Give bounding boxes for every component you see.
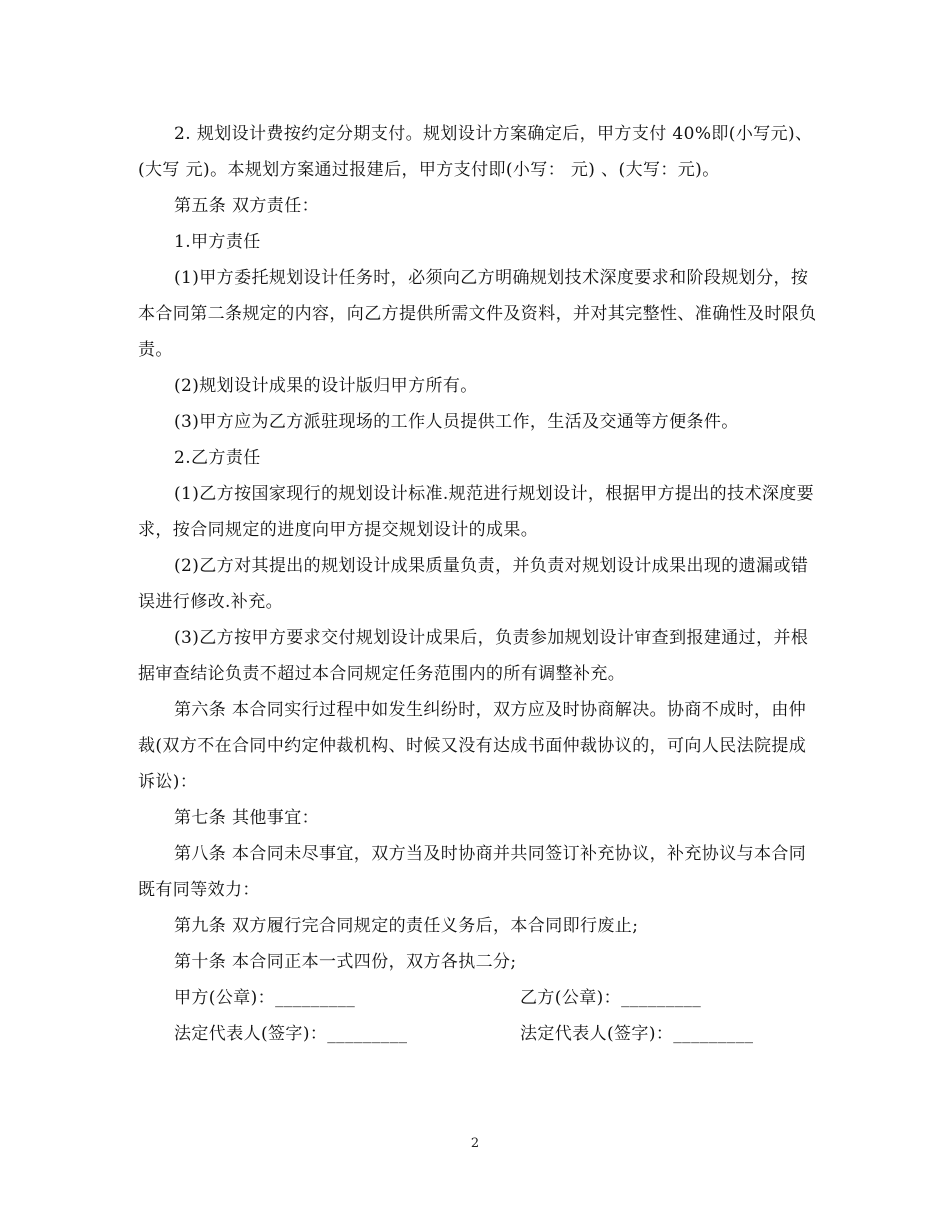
- paragraph-party-b-item-3: (3)乙方按甲方要求交付规划设计成果后，负责参加规划设计审查到报建通过，并根据审查结论负责不超过本合同规定任务范围内的所有调整补充。: [138, 628, 809, 684]
- paragraph-party-a-responsibility-heading: 1.甲方责任: [174, 232, 261, 252]
- party-a-representative-line: 法定代表人(签字)：_________: [174, 1024, 408, 1044]
- party-b-representative-line: 法定代表人(签字)：_________: [520, 1024, 754, 1044]
- paragraph-party-b-responsibility-heading: 2.乙方责任: [174, 448, 261, 468]
- paragraph-article-10: 第十条 本合同正本一式四份，双方各执二分;: [174, 952, 517, 972]
- party-b-seal-line: 乙方(公章)：_________: [520, 988, 702, 1008]
- paragraph-party-b-item-1: (1)乙方按国家现行的规划设计标准.规范进行规划设计，根据甲方提出的技术深度要求，按合同规定的进度向甲方提交规划设计的成果。: [138, 484, 815, 540]
- paragraph-party-b-item-2: (2)乙方对其提出的规划设计成果质量负责，并负责对规划设计成果出现的遗漏或错误进行修改.补充。: [138, 556, 809, 612]
- paragraph-payment-terms: 2. 规划设计费按约定分期支付。规划设计方案确定后，甲方支付 40%即(小写元)、(大写 元)。本规划方案通过报建后，甲方支付即(小写： 元) 、(大写：元)。: [138, 124, 813, 180]
- party-a-seal-line: 甲方(公章)：_________: [174, 988, 356, 1008]
- paragraph-party-a-item-2: (2)规划设计成果的设计版归甲方所有。: [174, 376, 478, 396]
- paragraph-article-7: 第七条 其他事宜：: [174, 808, 320, 828]
- page-number: 2: [470, 1136, 480, 1151]
- document-body: [138, 116, 818, 1052]
- paragraph-party-a-item-1: (1)甲方委托规划设计任务时，必须向乙方明确规划技术深度要求和阶段规划分，按本合同第二条规定的内容，向乙方提供所需文件及资料，并对其完整性、准确性及时限负责。: [138, 268, 817, 360]
- paragraph-article-8: 第八条 本合同未尽事宜，双方当及时协商并共同签订补充协议，补充协议与本合同既有同等效力：: [138, 844, 807, 900]
- paragraph-party-a-item-3: (3)甲方应为乙方派驻现场的工作人员提供工作，生活及交通等方便条件。: [174, 412, 739, 432]
- paragraph-article-5-heading: 第五条 双方责任：: [174, 196, 320, 216]
- paragraph-article-6: 第六条 本合同实行过程中如发生纠纷时，双方应及时协商解决。协商不成时，由仲裁(双方不在合同中约定仲裁机构、时候又没有达成书面仲裁协议的，可向人民法院提成诉讼)：: [138, 700, 807, 792]
- signature-row-representative: [138, 1016, 818, 1052]
- signature-row-seal: [138, 980, 818, 1016]
- paragraph-article-9: 第九条 双方履行完合同规定的责任义务后，本合同即行废止;: [174, 916, 639, 936]
